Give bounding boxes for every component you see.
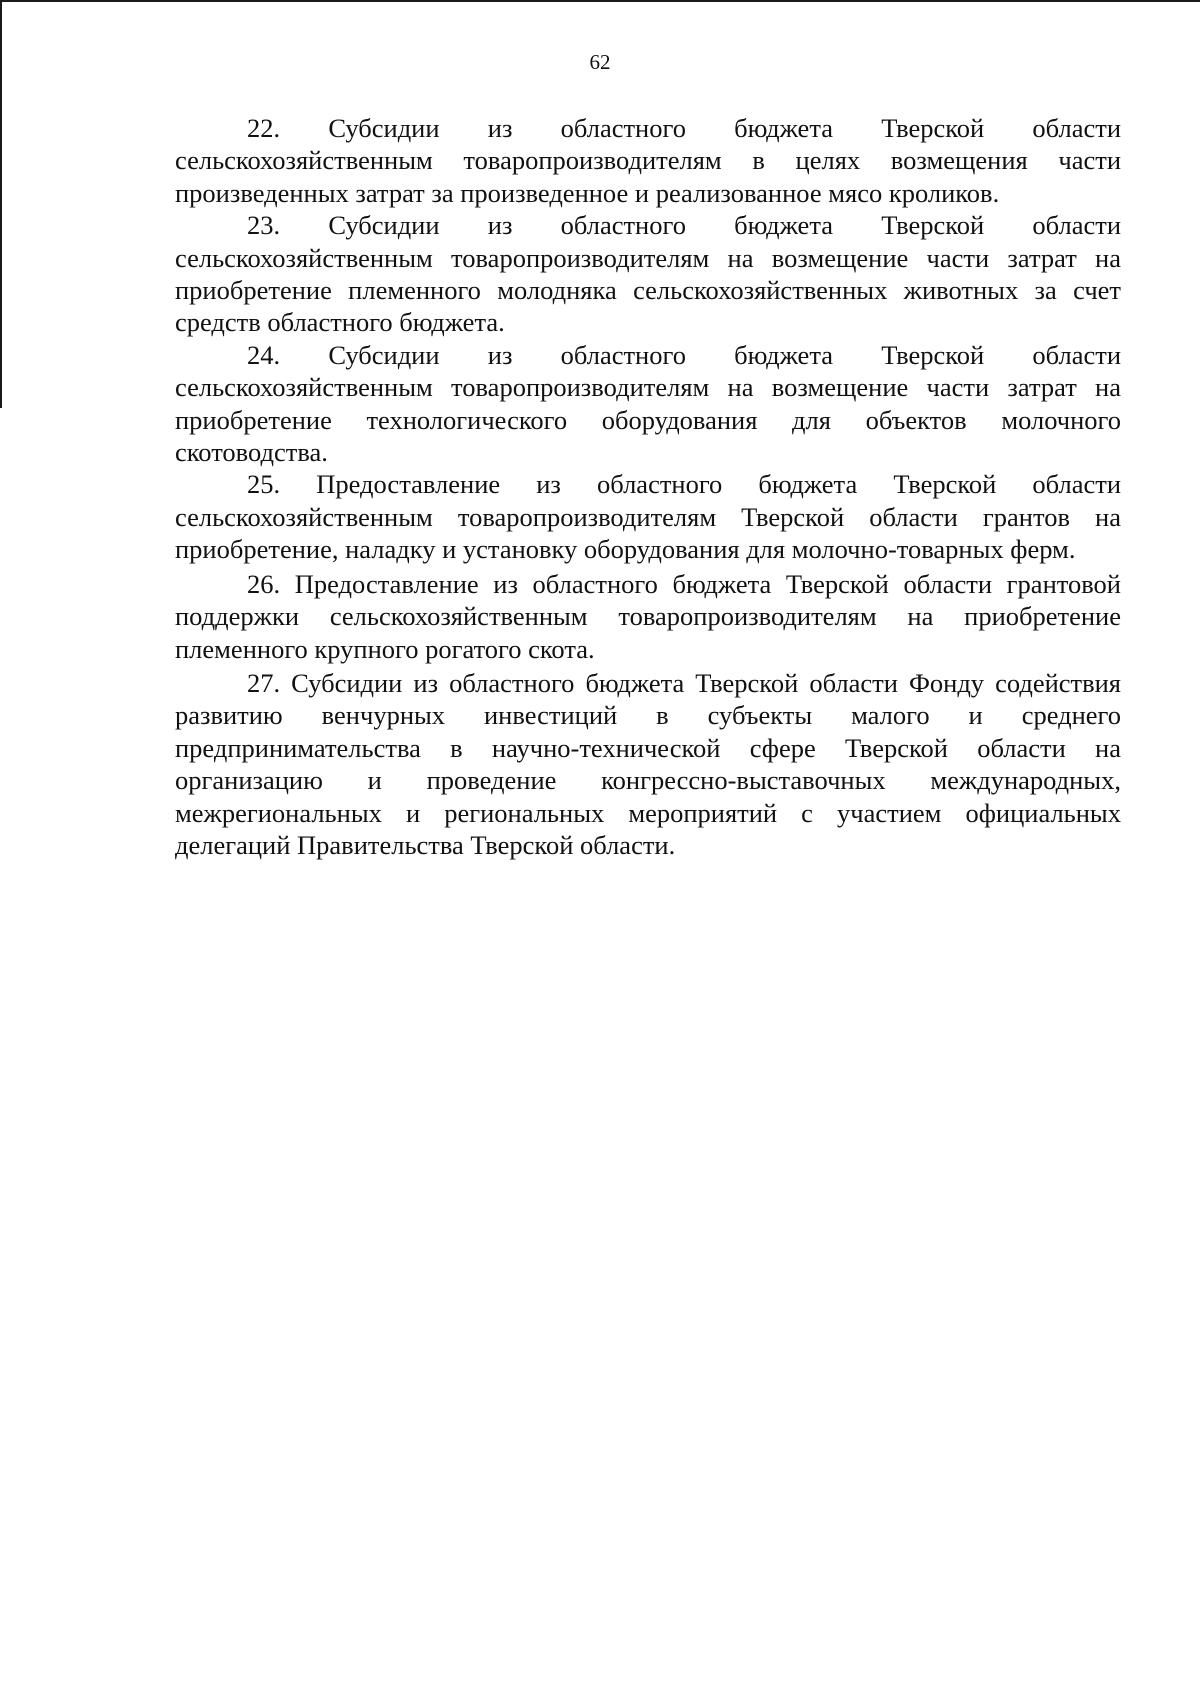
scan-edge-top <box>0 0 1200 2</box>
paragraph-23: 23. Субсидии из областного бюджета Тверской области сельскохозяйственным товаропроизводителям на возмещение части затрат на приобретение племенного молодняка сельскохозяйственных животных за счет средств областного бюджета. <box>175 210 1121 338</box>
document-body <box>175 112 1121 861</box>
paragraph-25: 25. Предоставление из областного бюджета Тверской области сельскохозяйственным товаропроизводителям Тверской области грантов на приобретение, наладку и установку оборудования для молочно-товарных ферм. <box>175 469 1121 565</box>
page-number: 62 <box>589 50 611 74</box>
paragraph-26: 26. Предоставление из областного бюджета Тверской области грантовой поддержки сельскохозяйственным товаропроизводителям на приобретение племенного крупного рогатого скота. <box>175 568 1121 664</box>
paragraph-24: 24. Субсидии из областного бюджета Тверской области сельскохозяйственным товаропроизводителям на возмещение части затрат на приобретение технологического оборудования для объектов молочного скотоводства. <box>175 339 1121 468</box>
paragraph-22: 22. Субсидии из областного бюджета Тверской области сельскохозяйственным товаропроизводителям в целях возмещения части произведенных затрат за произведенное и реализованное мясо кроликов. <box>175 113 1121 208</box>
paragraph-27: 27. Субсидии из областного бюджета Тверской области Фонду содействия развитию венчурных инвестиций в субъекты малого и среднего предпринимательства в научно-технической сфере Тверской области на организацию и проведение конгрессно-выставочных международных, межрегиональных и региональных мероприятий с участием официальных делегаций Правительства Тверской области. <box>175 667 1121 860</box>
